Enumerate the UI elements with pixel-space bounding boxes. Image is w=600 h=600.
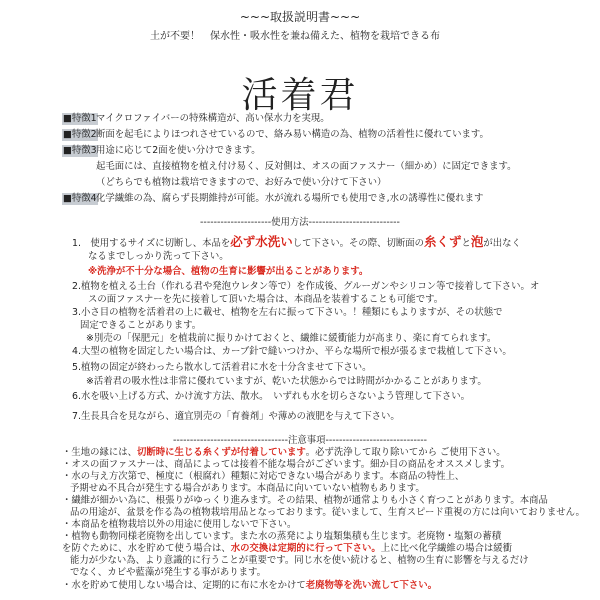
usage-step-segment: ※活着君の吸水性は非常に優れていますが、乾いた状態からでは時間がかかることがあります。 <box>86 376 487 387</box>
caution-heading: ----------------------------------注意事項------------------------------ <box>172 435 427 446</box>
caution-item <box>62 519 296 531</box>
usage-step <box>72 346 512 358</box>
usage-step-segment: 泡 <box>470 234 484 249</box>
caution-item <box>62 459 510 471</box>
caution-item-segment: 水の交換は定期的に行って下さい。 <box>230 543 381 554</box>
usage-step-segment: 1. 使用するサイズに切断し、本品を <box>72 238 231 249</box>
usage-step-segment: ※別売の「保肥元」を植栽前に振りかけておくと、繊維に緩衝能力が高まり、楽に育てられます。 <box>86 333 497 344</box>
caution-item <box>70 555 529 567</box>
caution-item-segment: を防ぐために、水を貯めて使う場合は、 <box>62 543 231 554</box>
caution-item-segment: 能力が少ない為、より意識的に行うことが重要です。同じ水を使い続けると、植物の生育に影響を与えるだけ <box>70 555 529 566</box>
usage-heading: ---------------------使用方法--------------------------- <box>200 217 400 228</box>
usage-step-segment: 6.水を吸い上げる方式、かけ流す方法、散水。 いずれも水を切らさないよう管理して下さい。 <box>72 391 471 402</box>
caution-item <box>70 483 425 495</box>
usage-step-segment: 糸くず <box>423 234 462 249</box>
caution-item-segment: ・繊維が細かい為に、根張りがゆっくり進みます。その結果、植物が通常よりも小さく育つことがあります。本商品 <box>62 495 548 506</box>
caution-item <box>62 447 506 459</box>
usage-step-segment: 必ず水洗い <box>230 234 293 249</box>
feature-text: 起毛面には、直接植物を植え付け易く、反対側は、オスの面ファスナー（細かめ）に固定できます。 <box>96 161 517 172</box>
usage-step-segment: ※洗浄が不十分な場合、植物の生育に影響が出ることがあります。 <box>88 266 369 277</box>
usage-step <box>72 411 400 423</box>
caution-item <box>70 507 585 519</box>
caution-item-segment: 切断時に生じる糸くずが付着しています <box>137 447 306 458</box>
feature-text: 断面を起毛によりほつれさせているので、絡み易い構造の為、植物の活着性に優れています。 <box>96 129 489 140</box>
usage-step-segment: 固定できることがあります。 <box>80 320 202 331</box>
usage-step-segment: と <box>461 238 471 249</box>
caution-item-segment: 上に比べ化学繊維の場合は緩衝 <box>380 543 513 554</box>
usage-step-segment: が出なく <box>483 238 521 249</box>
usage-step <box>72 281 539 293</box>
caution-item-segment: ・植物も動物同様老廃物を出しています。また水の蒸発により塩類集積も生じます。老廃物・塩類の蓄積 <box>62 531 502 542</box>
usage-step <box>72 391 470 403</box>
usage-step <box>80 320 201 332</box>
product-subtitle: 土が不要！ 保水性・吸水性を兼ね備えた、植物を栽培できる布 <box>150 31 440 42</box>
caution-item <box>70 567 266 579</box>
feature-text: 化学繊維の為、腐らず長期維持が可能。水が流れる場所でも使用でき,水の誘導性に優れます <box>96 193 484 204</box>
feature-label: ■特徴4 <box>63 193 97 204</box>
caution-item-segment: ・水を貯めて使用しない場合は、定期的に布に水をかけて <box>62 580 306 591</box>
usage-step <box>72 236 521 250</box>
caution-item-segment: でなく、カビや藍藻が発生する事があります。 <box>70 567 266 578</box>
product-name: 活着君 <box>241 75 359 116</box>
caution-item-segment: ・本商品を植物栽培以外の用途に使用しないで下さい。 <box>62 519 297 530</box>
caution-item-segment: ・水の与え方次第で、極度に（根腐れ）種類に対応できない場合があります。本商品の特性上、 <box>62 471 465 482</box>
caution-item-segment: 。必ず洗浄して取り除いてから ご使用下さい。 <box>305 447 506 458</box>
caution-item-segment: 老廃物等を洗い流して下さい。 <box>305 580 438 591</box>
usage-step-segment: なるまでしっかり洗って下さい。 <box>88 251 229 262</box>
usage-step <box>88 294 443 306</box>
caution-item-segment: ・生地の縁には、 <box>62 447 138 458</box>
feature-label: ■特徴1 <box>63 113 97 124</box>
usage-step-segment: 7.生長具合を見ながら、適宜別売の「育養剤」や薄めの液肥を与えて下さい。 <box>72 411 400 422</box>
usage-step-segment: して下さい。その際、切断面の <box>292 238 424 249</box>
feature-text: マイクロファイバーの特殊構造が、高い保水力を実現。 <box>96 113 330 124</box>
usage-step-segment: 3.小さ目の植物を活着君の上に載せ、植物を左右に振って下さい。！種類にもよりますが、その状態で <box>72 307 503 318</box>
caution-item <box>62 495 548 507</box>
feature-text: 用途に応じて2面を使い分けできます。 <box>96 145 261 156</box>
usage-step-segment: 5.植物の固定が終わったら散水して活着君に水を十分含ませて下さい。 <box>72 362 372 373</box>
feature-label: ■特徴2 <box>63 129 97 140</box>
manual-title: ~~~取扱説明書~~~ <box>239 10 361 24</box>
caution-item <box>62 531 501 543</box>
usage-step <box>72 362 371 374</box>
caution-item <box>62 471 464 483</box>
usage-step-segment: 2.植物を植える土台（作れる君や発泡ウレタン等で）を作成後、グルーガンやシリコン等で接着して下さい。オ <box>72 281 540 292</box>
usage-step <box>72 307 503 319</box>
usage-step <box>86 333 496 345</box>
caution-item-segment: 品の用途が、盆景を作る為の植物栽培用品となっております。従いまして、生育スピード重視の方には向いておりません。 <box>70 507 585 518</box>
caution-item <box>62 580 437 592</box>
caution-item <box>62 543 512 555</box>
usage-step-segment: スの面ファスナーを先に接着して頂いた場合は、本商品を装着することも可能です。 <box>88 294 444 305</box>
usage-step-segment: 4.大型の植物を固定したい場合は、カーブ針で縫いつけか、平らな場所で根が張るまで栽植して下さい。 <box>72 346 512 357</box>
caution-item-segment: ・オスの面ファスナーは、商品によっては接着不能な場合がございます。細か目の商品をオススメします。 <box>62 459 510 470</box>
feature-label: ■特徴3 <box>63 145 97 156</box>
usage-step <box>88 266 368 278</box>
usage-step <box>86 376 487 388</box>
feature-text: （どちらでも植物は栽培できますので、お好みで使い分けて下さい） <box>96 177 387 188</box>
caution-item-segment: 予期せぬ不具合が発生する場合があります。本商品に向いていない植物もあります。 <box>70 483 425 494</box>
usage-step <box>88 251 229 263</box>
